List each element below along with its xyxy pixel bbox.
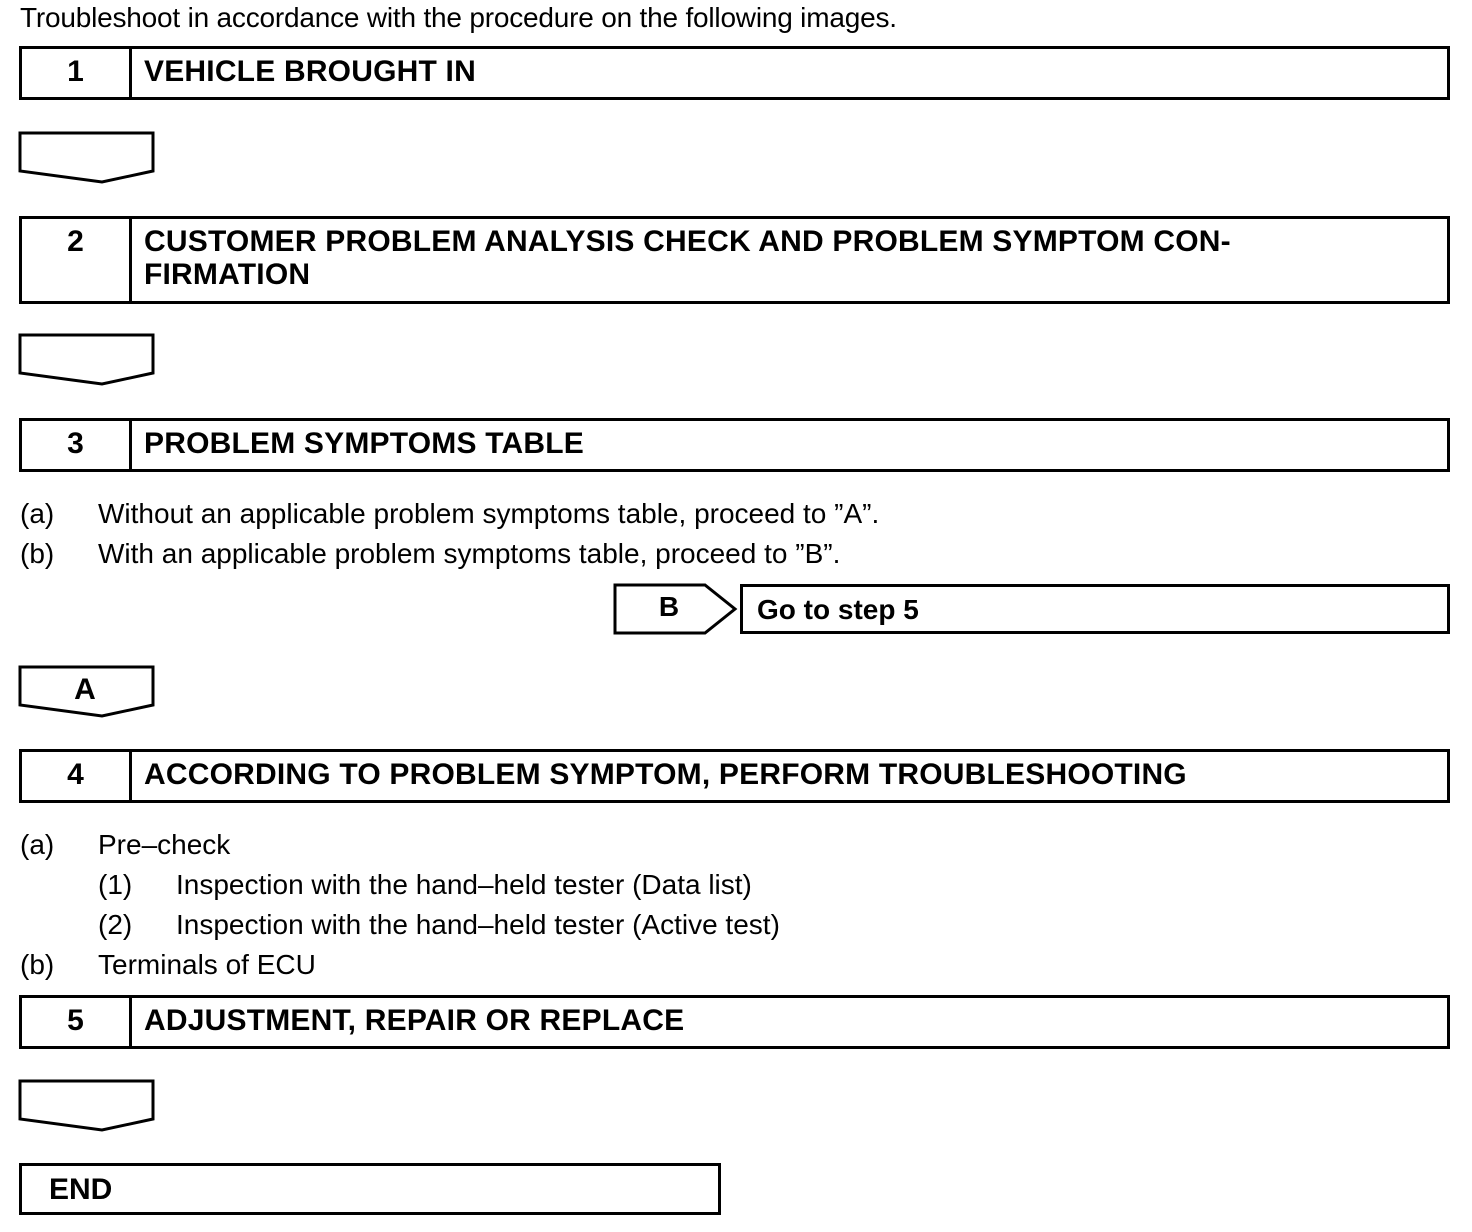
step-title-line-2: FIRMATION <box>144 258 311 291</box>
branch-b-label: B <box>658 591 680 622</box>
flow-down-arrow <box>18 333 156 387</box>
list-marker: (b) <box>20 949 55 980</box>
down-arrow-icon <box>18 131 156 185</box>
list-marker: (a) <box>20 498 55 529</box>
step-1-box <box>19 46 1450 100</box>
step-number: 4 <box>22 752 132 800</box>
down-arrow-icon <box>18 1079 156 1133</box>
step-title: VEHICLE BROUGHT IN <box>144 55 476 88</box>
go-to-step-box: Go to step 5 <box>740 584 1450 634</box>
list-text: Without an applicable problem symptoms table, proceed to ”A”. <box>98 498 880 529</box>
end-box: END <box>19 1163 721 1215</box>
down-arrow-icon <box>18 333 156 387</box>
list-marker: (b) <box>20 538 55 569</box>
flow-down-arrow <box>18 131 156 185</box>
flow-down-arrow <box>18 1079 156 1133</box>
step-5-box <box>19 995 1450 1049</box>
list-marker: (a) <box>20 829 55 860</box>
step-title-line-1: CUSTOMER PROBLEM ANALYSIS CHECK AND PROBLEM SYMPTOM CON- <box>144 225 1231 258</box>
branch-b-tag <box>613 583 743 637</box>
list-text: Inspection with the hand–held tester (Data list) <box>176 869 752 900</box>
step-title: PROBLEM SYMPTOMS TABLE <box>144 427 584 460</box>
list-text: Pre–check <box>98 829 231 860</box>
step-2-box <box>19 216 1450 304</box>
step-title: ADJUSTMENT, REPAIR OR REPLACE <box>144 1004 685 1037</box>
intro-text: Troubleshoot in accordance with the procedure on the following images. <box>20 2 897 33</box>
step-number: 2 <box>22 219 132 301</box>
step-title <box>132 219 1447 301</box>
list-marker: (2) <box>98 909 133 940</box>
step-number: 1 <box>22 49 132 97</box>
flow-down-arrow-a <box>18 665 156 719</box>
list-text: Inspection with the hand–held tester (Active test) <box>176 909 780 940</box>
step-number: 3 <box>22 421 132 469</box>
branch-a-label: A <box>74 673 96 706</box>
step-3-box <box>19 418 1450 472</box>
step-number: 5 <box>22 998 132 1046</box>
list-marker: (1) <box>98 869 133 900</box>
step-4-box <box>19 749 1450 803</box>
list-text: With an applicable problem symptoms table, proceed to ”B”. <box>98 538 841 569</box>
list-text: Terminals of ECU <box>98 949 316 980</box>
step-title: ACCORDING TO PROBLEM SYMPTOM, PERFORM TROUBLESHOOTING <box>144 758 1187 791</box>
